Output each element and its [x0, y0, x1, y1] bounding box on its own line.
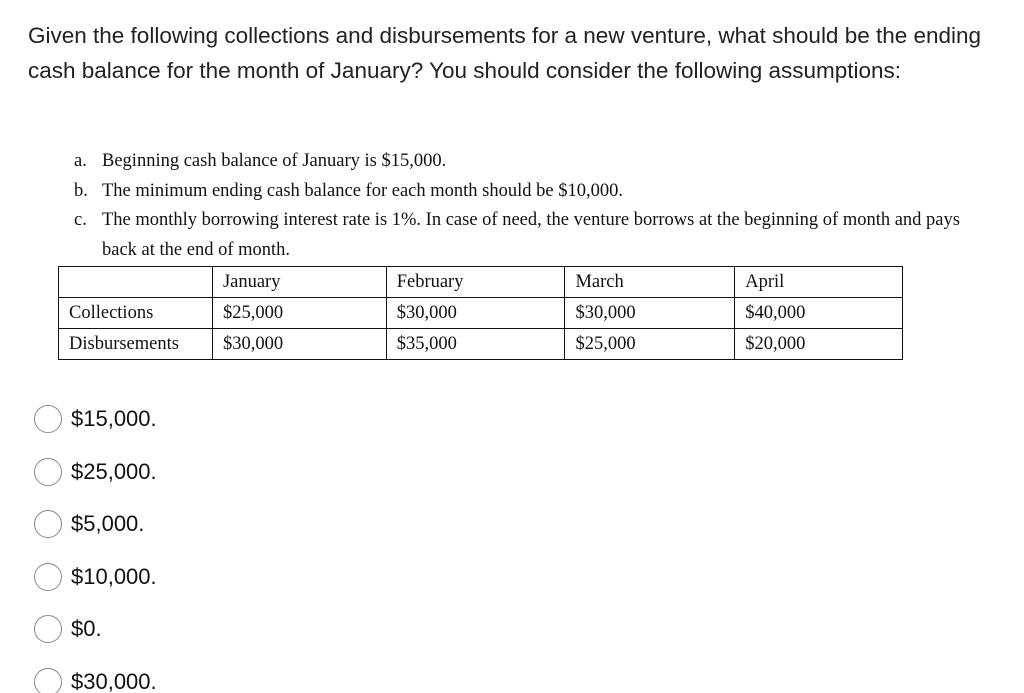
answer-option-6[interactable]: [34, 656, 434, 693]
answer-option-label: $30,000.: [71, 668, 157, 693]
table-cell: $40,000: [735, 298, 903, 329]
table-cell: $30,000: [212, 329, 386, 360]
radio-button[interactable]: [34, 668, 62, 693]
table-cell: $35,000: [386, 329, 565, 360]
table-header-cell-april: April: [735, 267, 903, 298]
radio-button[interactable]: [34, 615, 62, 643]
table-cell: $20,000: [735, 329, 903, 360]
table-row-label: Disbursements: [59, 329, 213, 360]
answer-option-5[interactable]: [34, 603, 434, 656]
table-cell: $30,000: [565, 298, 735, 329]
table-header-cell-empty: [59, 267, 213, 298]
table-row-label: Collections: [59, 298, 213, 329]
answer-options: [34, 393, 434, 693]
table-header-row: [59, 267, 903, 298]
assumption-marker: a.: [74, 151, 87, 171]
assumption-item: [74, 206, 974, 265]
assumption-item: [74, 177, 974, 207]
table-row-disbursements: [59, 329, 903, 360]
assumption-text: The minimum ending cash balance for each month should be $10,000.: [102, 180, 623, 201]
answer-option-label: $5,000.: [71, 511, 145, 537]
table-cell: $25,000: [212, 298, 386, 329]
answer-option-label: $15,000.: [71, 406, 157, 432]
table-row-collections: [59, 298, 903, 329]
radio-button[interactable]: [34, 510, 62, 538]
assumption-marker: c.: [74, 210, 87, 230]
assumptions-list: [74, 147, 974, 265]
table-cell: $30,000: [386, 298, 565, 329]
answer-option-2[interactable]: [34, 446, 434, 499]
table-header-cell-january: January: [212, 267, 386, 298]
radio-button[interactable]: [34, 563, 62, 591]
cash-flow-table: [58, 266, 903, 360]
table-cell: $25,000: [565, 329, 735, 360]
assumption-text: Beginning cash balance of January is $15,000.: [102, 151, 447, 171]
question-prompt: Given the following collections and disbursements for a new venture, what should be the ending cash balance for the month of January? You should consider the following assumptions:: [28, 23, 982, 83]
radio-button[interactable]: [34, 458, 62, 486]
table-header-cell-march: March: [565, 267, 735, 298]
table-header-cell-february: February: [386, 267, 565, 298]
answer-option-label: $10,000.: [71, 563, 157, 589]
assumption-item: [74, 147, 974, 177]
answer-option-3[interactable]: [34, 498, 434, 551]
answer-option-1[interactable]: [34, 393, 434, 446]
assumption-text: The monthly borrowing interest rate is 1%. In case of need, the venture borrows at the beginning of month and pays back at the end of month.: [102, 210, 960, 260]
answer-option-label: $0.: [71, 616, 102, 642]
answer-option-label: $25,000.: [71, 458, 157, 484]
assumption-marker: b.: [74, 180, 88, 201]
answer-option-4[interactable]: [34, 551, 434, 604]
radio-button[interactable]: [34, 405, 62, 433]
